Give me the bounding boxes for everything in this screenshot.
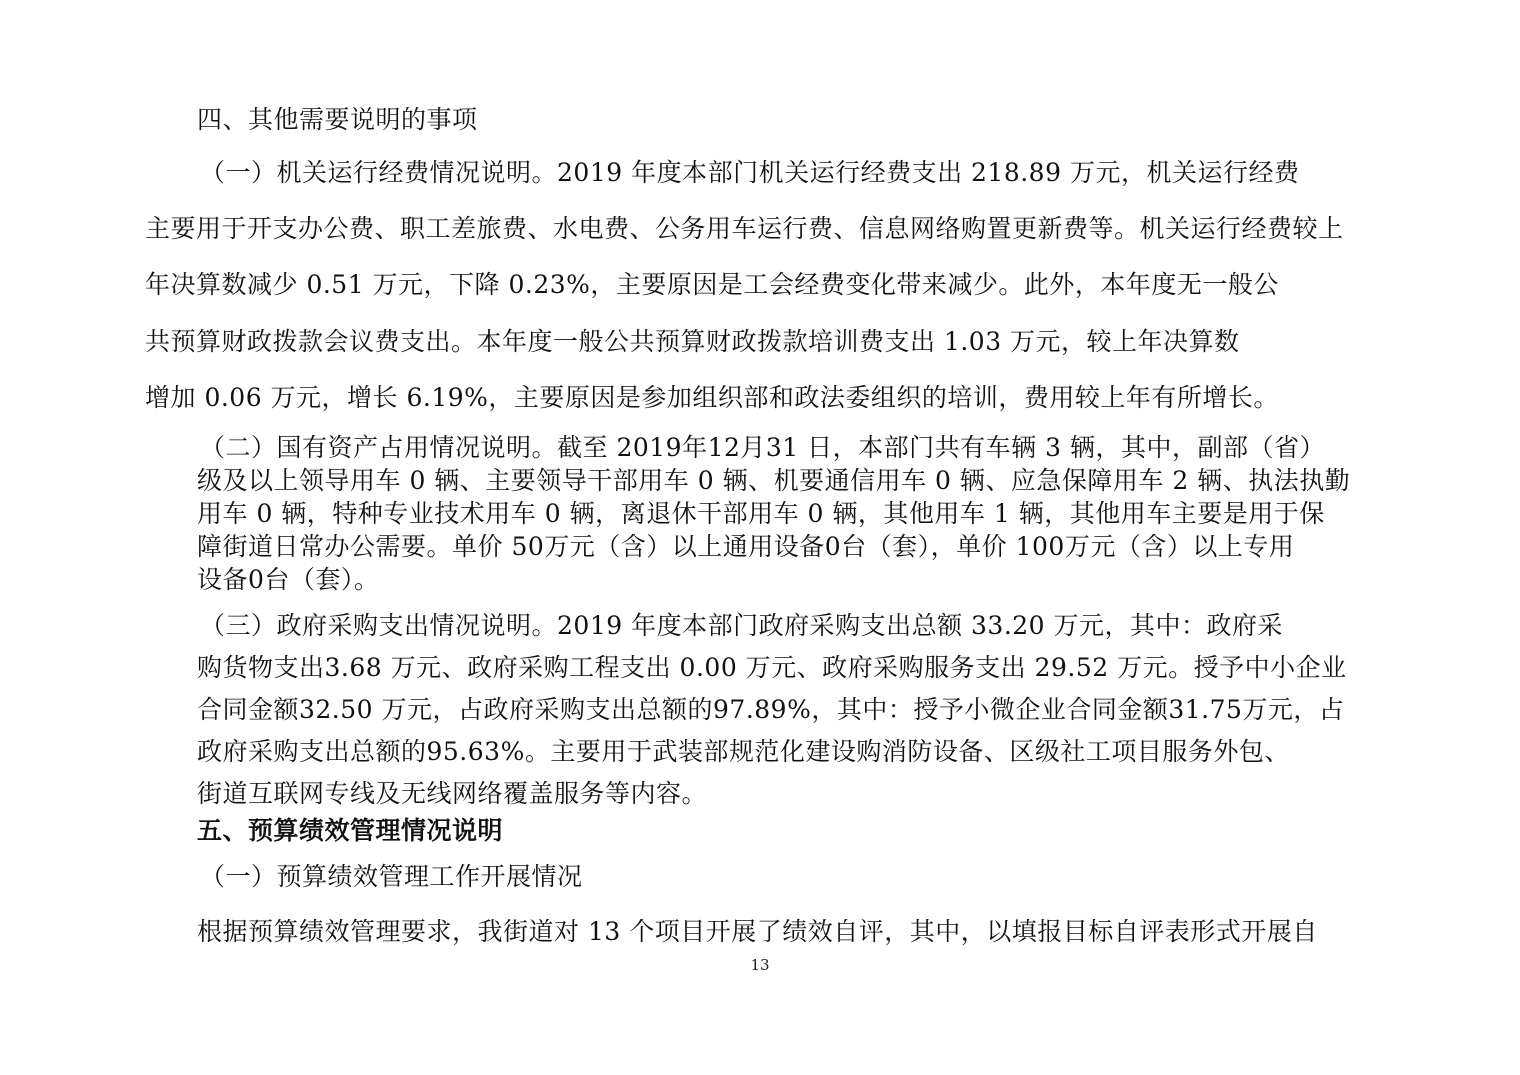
paragraph-line: 增加 0.06 万元，增长 6.19%，主要原因是参加组织部和政法委组织的培训，费用较上年有所增长。 [145,383,1279,412]
paragraph-line: 合同金额32.50 万元，占政府采购支出总额的97.89%，其中：授予小微企业合同金额31.75万元，占 [197,695,1345,724]
paragraph-line: 根据预算绩效管理要求，我街道对 13 个项目开展了绩效自评，其中，以填报目标自评表形式开展自 [197,917,1318,946]
paragraph-line: 障街道日常办公需要。单价 50万元（含）以上通用设备0台（套），单价 100万元（含）以上专用 [197,532,1295,561]
subsection-heading-performance-work: （一）预算绩效管理工作开展情况 [200,862,583,891]
paragraph-line: （一）机关运行经费情况说明。2019 年度本部门机关运行经费支出 218.89 万元，机关运行经费 [200,158,1300,187]
paragraph-line: 年决算数减少 0.51 万元，下降 0.23%，主要原因是工会经费变化带来减少。此外，本年度无一般公 [145,270,1279,299]
paragraph-line: 用车 0 辆，特种专业技术用车 0 辆，离退休干部用车 0 辆，其他用车 1 辆，其他用车主要是用于保 [197,499,1325,528]
section-heading-other-matters: 四、其他需要说明的事项 [197,105,478,134]
paragraph-line: 共预算财政拨款会议费支出。本年度一般公共预算财政拨款培训费支出 1.03 万元，较上年决算数 [145,327,1240,356]
paragraph-line: 主要用于开支办公费、职工差旅费、水电费、公务用车运行费、信息网络购置更新费等。机关运行经费较上 [145,214,1344,243]
paragraph-line: 购货物支出3.68 万元、政府采购工程支出 0.00 万元、政府采购服务支出 29.52 万元。授予中小企业 [197,653,1347,682]
paragraph-line: 街道互联网专线及无线网络覆盖服务等内容。 [197,779,708,808]
paragraph-line: （三）政府采购支出情况说明。2019 年度本部门政府采购支出总额 33.20 万元，其中：政府采 [200,611,1284,640]
paragraph-line: 级及以上领导用车 0 辆、主要领导干部用车 0 辆、机要通信用车 0 辆、应急保障用车 2 辆、执法执勤 [197,466,1351,495]
section-heading-performance: 五、预算绩效管理情况说明 [197,816,504,845]
page-number: 13 [750,956,770,974]
paragraph-line: 设备0台（套）。 [197,565,380,594]
paragraph-line: （二）国有资产占用情况说明。截至 2019年12月31 日，本部门共有车辆 3 辆，其中，副部（省） [200,433,1325,462]
paragraph-line: 政府采购支出总额的95.63%。主要用于武装部规范化建设购消防设备、区级社工项目服务外包、 [197,737,1290,766]
